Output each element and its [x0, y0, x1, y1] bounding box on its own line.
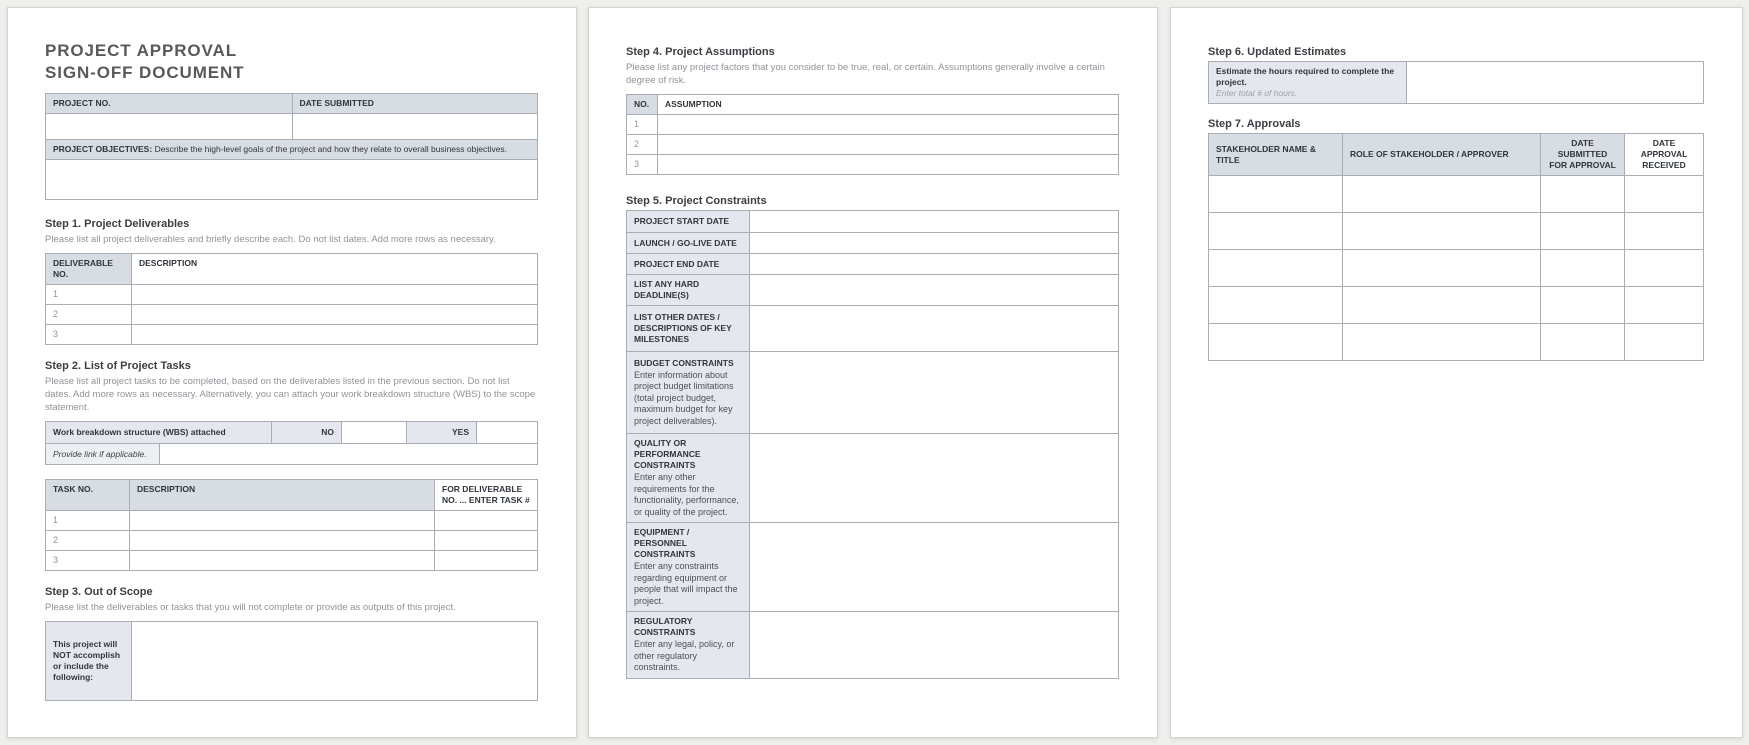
constraint-label-desc: Enter any constraints regarding equipment or people that will impact the project. [634, 561, 738, 606]
constraint-input-cell[interactable] [749, 254, 1118, 274]
constraint-input-cell[interactable] [749, 233, 1118, 253]
assumption-input-cell[interactable] [657, 155, 1118, 174]
constraint-label: LAUNCH / GO-LIVE DATE [627, 233, 749, 253]
stakeholder-role-cell[interactable] [1342, 213, 1540, 249]
estimate-hours-hint: Enter total # of hours. [1216, 88, 1298, 98]
constraint-label [627, 612, 749, 678]
constraint-label-title: QUALITY OR PERFORMANCE CONSTRAINTS [634, 438, 701, 470]
date-submitted-input-cell[interactable] [292, 114, 538, 139]
wbs-link-label: Provide link if applicable. [46, 444, 159, 464]
page-title [45, 40, 538, 84]
task-no-header: TASK NO. [46, 480, 129, 510]
wbs-attached-label: Work breakdown structure (WBS) attached [46, 422, 271, 443]
deliverable-row-number: 2 [53, 309, 59, 319]
step4-description: Please list any project factors that you consider to be true, real, or certain. Assumptions generally involve a certain degree of risk. [626, 62, 1105, 86]
date-approval-received-header: DATE APPROVAL RECEIVED [1624, 134, 1703, 175]
constraint-label: LIST ANY HARD DEADLINE(S) [627, 275, 749, 305]
constraint-input-cell[interactable] [749, 612, 1118, 678]
date-received-cell[interactable] [1624, 287, 1703, 323]
constraint-label [627, 434, 749, 522]
date-submitted-approval-header: DATE SUBMITTED FOR APPROVAL [1540, 134, 1624, 175]
step6-heading: Step 6. Updated Estimates [1208, 46, 1347, 58]
stakeholder-name-cell[interactable] [1209, 324, 1342, 360]
out-of-scope-label: This project will NOT accomplish or include the following: [46, 622, 131, 700]
project-objectives-label: PROJECT OBJECTIVES: [53, 144, 153, 154]
task-description-cell[interactable] [129, 551, 434, 570]
estimate-hours-label-bold: Estimate the hours required to complete the project. [1216, 66, 1395, 87]
deliverable-no-header: DELIVERABLE NO. [46, 254, 131, 284]
task-deliverable-cell[interactable] [434, 551, 537, 570]
constraint-label-title: BUDGET CONSTRAINTS [634, 357, 734, 368]
stakeholder-role-header: ROLE OF STAKEHOLDER / APPROVER [1342, 134, 1540, 175]
title-line-1: PROJECT APPROVAL [45, 41, 237, 60]
step2-heading: Step 2. List of Project Tasks [45, 360, 191, 372]
stakeholder-name-cell[interactable] [1209, 176, 1342, 212]
date-received-cell[interactable] [1624, 324, 1703, 360]
task-row-number: 2 [53, 535, 59, 545]
constraint-input-cell[interactable] [749, 434, 1118, 522]
stakeholder-name-cell[interactable] [1209, 213, 1342, 249]
constraint-label-title: EQUIPMENT / PERSONNEL CONSTRAINTS [634, 527, 696, 559]
constraint-input-cell[interactable] [749, 275, 1118, 305]
task-deliverable-cell[interactable] [434, 511, 537, 530]
step5-heading: Step 5. Project Constraints [626, 195, 767, 207]
constraint-input-cell[interactable] [749, 211, 1118, 232]
deliverable-description-cell[interactable] [131, 325, 537, 344]
project-objectives-header [46, 140, 537, 159]
constraint-label: LIST OTHER DATES / DESCRIPTIONS OF KEY MILESTONES [627, 306, 749, 351]
stakeholder-name-cell[interactable] [1209, 250, 1342, 286]
tasks-table [45, 479, 538, 571]
date-received-cell[interactable] [1624, 250, 1703, 286]
constraint-label [627, 523, 749, 611]
constraint-label-desc: Enter information about project budget limitations (total project budget, maximum budget for key project deliverables). [634, 369, 734, 426]
assumption-no-header: NO. [627, 95, 657, 114]
constraint-label-desc: Enter any other requirements for the functionality, performance, or quality of the project. [634, 472, 739, 517]
stakeholder-role-cell[interactable] [1342, 324, 1540, 360]
step2-description: Please list all project tasks to be completed, based on the deliverables listed in the previous section. Do not list dates. Add more rows as necessary. Alternatively, you can attach your work breakdown structure (WBS) to the scope statement. [45, 376, 536, 413]
deliverable-description-cell[interactable] [131, 305, 537, 324]
wbs-yes-checkbox-cell[interactable] [476, 422, 537, 443]
constraint-input-cell[interactable] [749, 523, 1118, 611]
task-row-number: 3 [53, 555, 59, 565]
project-objectives-desc: Describe the high-level goals of the project and how they relate to overall business objectives. [154, 144, 508, 154]
project-info-table [45, 93, 538, 200]
assumption-row-number: 2 [634, 139, 640, 149]
project-no-header: PROJECT NO. [46, 94, 292, 113]
date-received-cell[interactable] [1624, 176, 1703, 212]
stakeholder-name-header: STAKEHOLDER NAME & TITLE [1209, 134, 1342, 175]
step3-description: Please list the deliverables or tasks that you will not complete or provide as outputs of this project. [45, 602, 456, 613]
stakeholder-role-cell[interactable] [1342, 176, 1540, 212]
assumption-input-cell[interactable] [657, 135, 1118, 154]
constraints-table [626, 210, 1119, 679]
estimates-table [1208, 61, 1704, 104]
title-line-2: SIGN-OFF DOCUMENT [45, 63, 245, 82]
constraint-label: PROJECT START DATE [627, 211, 749, 232]
constraint-label [627, 352, 749, 433]
stakeholder-role-cell[interactable] [1342, 250, 1540, 286]
task-deliverable-header: FOR DELIVERABLE NO. ... ENTER TASK # [434, 480, 537, 510]
step4-heading: Step 4. Project Assumptions [626, 46, 775, 58]
wbs-no-checkbox-cell[interactable] [341, 422, 406, 443]
constraint-input-cell[interactable] [749, 352, 1118, 433]
stakeholder-name-cell[interactable] [1209, 287, 1342, 323]
assumption-header: ASSUMPTION [657, 95, 1118, 114]
document-page-1 [7, 7, 577, 738]
wbs-yes-label: YES [406, 422, 476, 443]
step7-heading: Step 7. Approvals [1208, 118, 1301, 130]
wbs-table [45, 421, 538, 465]
out-of-scope-input-cell[interactable] [131, 622, 537, 700]
assumptions-table [626, 94, 1119, 175]
deliverable-description-header: DESCRIPTION [131, 254, 537, 284]
constraint-label-desc: Enter any legal, policy, or other regulatory constraints. [634, 639, 735, 672]
document-page-2 [588, 7, 1158, 738]
deliverables-table [45, 253, 538, 345]
date-submitted-cell[interactable] [1540, 287, 1624, 323]
assumption-row-number: 3 [634, 159, 640, 169]
constraint-label: PROJECT END DATE [627, 254, 749, 274]
step3-heading: Step 3. Out of Scope [45, 586, 153, 598]
constraint-label-title: REGULATORY CONSTRAINTS [634, 616, 696, 637]
task-description-cell[interactable] [129, 511, 434, 530]
deliverable-row-number: 3 [53, 329, 59, 339]
document-page-3 [1170, 7, 1743, 738]
step1-heading: Step 1. Project Deliverables [45, 218, 190, 230]
wbs-link-input-cell[interactable] [159, 444, 537, 464]
date-received-cell[interactable] [1624, 213, 1703, 249]
project-objectives-input-cell[interactable] [46, 160, 537, 199]
wbs-no-label: NO [271, 422, 341, 443]
date-submitted-cell[interactable] [1540, 250, 1624, 286]
deliverable-row-number: 1 [53, 289, 59, 299]
task-row-number: 1 [53, 515, 59, 525]
task-description-header: DESCRIPTION [129, 480, 434, 510]
deliverable-description-cell[interactable] [131, 285, 537, 304]
step1-description: Please list all project deliverables and briefly describe each. Do not list dates. Add more rows as necessary. [45, 234, 496, 245]
assumption-input-cell[interactable] [657, 115, 1118, 134]
out-of-scope-table [45, 621, 538, 701]
stakeholder-role-cell[interactable] [1342, 287, 1540, 323]
project-no-input-cell[interactable] [46, 114, 292, 139]
task-description-cell[interactable] [129, 531, 434, 550]
assumption-row-number: 1 [634, 119, 640, 129]
date-submitted-header: DATE SUBMITTED [292, 94, 538, 113]
task-deliverable-cell[interactable] [434, 531, 537, 550]
estimate-hours-input-cell[interactable] [1406, 62, 1703, 103]
date-submitted-cell[interactable] [1540, 176, 1624, 212]
date-submitted-cell[interactable] [1540, 324, 1624, 360]
date-submitted-cell[interactable] [1540, 213, 1624, 249]
constraint-input-cell[interactable] [749, 306, 1118, 351]
approvals-table [1208, 133, 1704, 361]
estimate-hours-label [1209, 62, 1406, 103]
